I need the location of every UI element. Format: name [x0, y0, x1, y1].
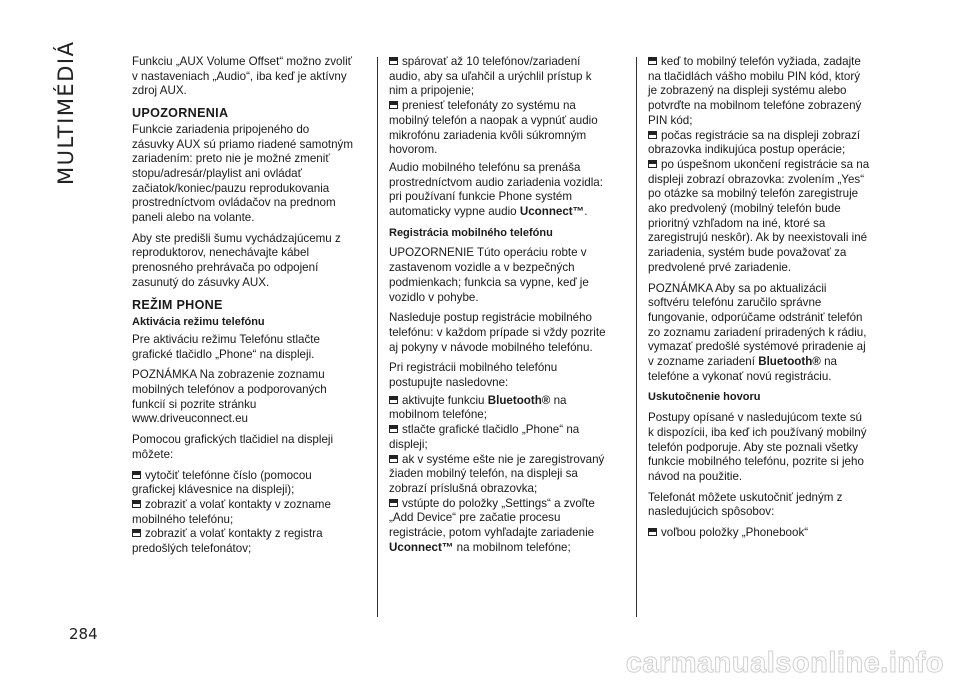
list-item: voľbou položky „Phonebook“ [648, 526, 870, 541]
list-item: vytočiť telefónne číslo (pomocou grafickej klávesnice na displeji); [132, 468, 312, 497]
column-3 [648, 55, 870, 541]
subheading-make-call: Uskutočnenie hovoru [648, 391, 761, 404]
list-item: keď to mobilný telefón vyžiada, zadajte na tlačidlách vášho mobilu PIN kód, ktorý je zobrazený na displeji systému alebo potvrďte na mobilnom telefóne zobrazený PIN kód; [648, 55, 862, 127]
list-item: zobraziť a volať kontakty v zozname mobilného telefónu; [132, 497, 331, 526]
checkbox-bullet-icon [389, 396, 398, 404]
paragraph: Aby ste predišli šumu vychádzajúcemu z reproduktorov, nenechávajte kábel prenosného prehrávača po odpojení zasunutý do zásuvky AUX. [132, 231, 341, 289]
brand-name: Uconnect™ [519, 205, 585, 219]
list-item: ak v systéme ešte nie je zaregistrovaný žiaden mobilný telefón, na displeji sa zobrazí príslušná obrazovka; [389, 452, 605, 495]
checkbox-bullet-icon [389, 499, 398, 507]
checkbox-bullet-icon [389, 455, 398, 463]
note-paragraph: POZNÁMKA Na zobrazenie zoznamu mobilných telefónov a podporovaných funkcií si pozrite stránku www.driveuconnect.eu [132, 368, 327, 426]
list-item: zobraziť a volať kontakty z registra predošlých telefonátov; [132, 527, 323, 556]
checkbox-bullet-icon [132, 471, 141, 479]
list-item: počas registrácie sa na displeji zobrazí obrazovka indikujúca postup operácie; [648, 128, 861, 157]
checkbox-bullet-icon [648, 131, 657, 139]
paragraph: Pri registrácii mobilného telefónu postupujte nasledovne: [389, 361, 558, 390]
warning-paragraph: UPOZORNENIE Túto operáciu robte v zastavenom vozidle a v bezpečných podmienkach; funkcia sa vypne, keď je vozidlo v pohybe. [389, 246, 589, 304]
list-item: spárovať až 10 telefónov/zariadení audio, aby sa uľahčil a urýchlil prístup k nim a pripojenie; [389, 55, 592, 98]
list-item: preniesť telefonáty zo systému na mobilný telefón a naopak a vypnúť audio mikrofónu zariadenia kvôli súkromným hovorom. [389, 99, 598, 157]
phone-mode-heading: REŽIM PHONE [132, 297, 223, 312]
list-item: stlačte grafické tlačidlo „Phone“ na displeji; [389, 423, 580, 451]
bluetooth-label: Bluetooth® [487, 393, 551, 407]
warning-heading: UPOZORNENIA [132, 106, 229, 121]
note-paragraph: POZNÁMKA Aby sa po aktualizácii softvéru telefónu zaručilo správne fungovanie, odporúčame odstrániť telefón zo zoznamu zariadení priradených k rádiu, vymazať predošlé systémové priradenie aj v zozname zariadení Bluetooth® na telefóne a vykonať novú registráciu. [648, 281, 867, 383]
paragraph: Audio mobilného telefónu sa prenáša prostredníctvom audio zariadenia vozidla: pri používaní funkcie Phone systém automaticky vypne audio Uconnect™. [389, 160, 603, 219]
paragraph: Funkcie zariadenia pripojeného do zásuvky AUX sú priamo riadené samotným zariadením: preto nie je možné zmeniť stopu/adresár/playlist ani ovládať začiatok/koniec/pauzu reprodukovania prostredníctvom ovládačov na prednom paneli alebo na volante. [132, 122, 354, 225]
checkbox-bullet-icon [132, 529, 141, 537]
section-title: MULTIMÉDIÁ [54, 40, 78, 185]
list-item: vstúpte do položky „Settings“ a zvoľte „Add Device“ pre začatie procesu registrácie, potom vyhľadajte zariadenie Uconnect™ na mobilnom telefóne; [389, 496, 595, 554]
list-item: po úspešnom ukončení registrácie sa na displeji zobrazí obrazovka: zvolením „Yes“ po otázke sa mobilný telefón zaregistruje ako predvolený (mobilný telefón bude prioritný vzhľadom na iné, ktoré sa zaregistrujú neskôr). Ak by neexistovali iné zariadenia, systém bude považovať za predvolené prvé zariadenie. [648, 157, 870, 274]
paragraph: Postupy opísané v nasledujúcom texte sú k dispozícii, iba keď ich používaný mobilný telefón podporuje. Aby ste poznali všetky funkcie mobilného telefónu, pozrite si jeho návod na použitie. [648, 411, 867, 483]
checkbox-bullet-icon [389, 101, 398, 109]
column-divider [636, 57, 637, 617]
column-divider [377, 57, 378, 617]
subheading-registration: Registrácia mobilného telefónu [389, 226, 553, 239]
page-number: 284 [69, 625, 98, 643]
paragraph: Funkciu „AUX Volume Offset“ možno zvoliť v nastaveniach „Audio“, iba keď je aktívny zdroj AUX. [132, 55, 352, 98]
checkbox-bullet-icon [389, 57, 398, 65]
checkbox-bullet-icon [648, 528, 657, 536]
column-1 [132, 55, 354, 557]
paragraph: Nasleduje postup registrácie mobilného telefónu: v každom prípade si vždy pozrite aj pokyny v návode mobilného telefónu. [389, 311, 606, 354]
subheading-activation: Aktivácia režimu telefónu [132, 316, 265, 329]
bluetooth-label: Bluetooth® [758, 355, 821, 369]
checkbox-bullet-icon [132, 500, 141, 508]
checkbox-bullet-icon [389, 425, 398, 433]
column-2 [389, 55, 611, 556]
checkbox-bullet-icon [648, 57, 657, 65]
paragraph: Pomocou grafických tlačidiel na displeji môžete: [132, 433, 334, 461]
list-item: aktivujte funkciu Bluetooth® na mobilnom telefóne; [389, 393, 567, 422]
brand-name: Uconnect™ [389, 540, 454, 554]
paragraph: Pre aktiváciu režimu Telefónu stlačte grafické tlačidlo „Phone“ na displeji. [132, 332, 320, 361]
checkbox-bullet-icon [648, 160, 657, 168]
watermark: carmanualsonline.info [625, 647, 944, 679]
paragraph: Telefonát môžete uskutočniť jedným z nasledujúcich spôsobov: [648, 490, 843, 519]
